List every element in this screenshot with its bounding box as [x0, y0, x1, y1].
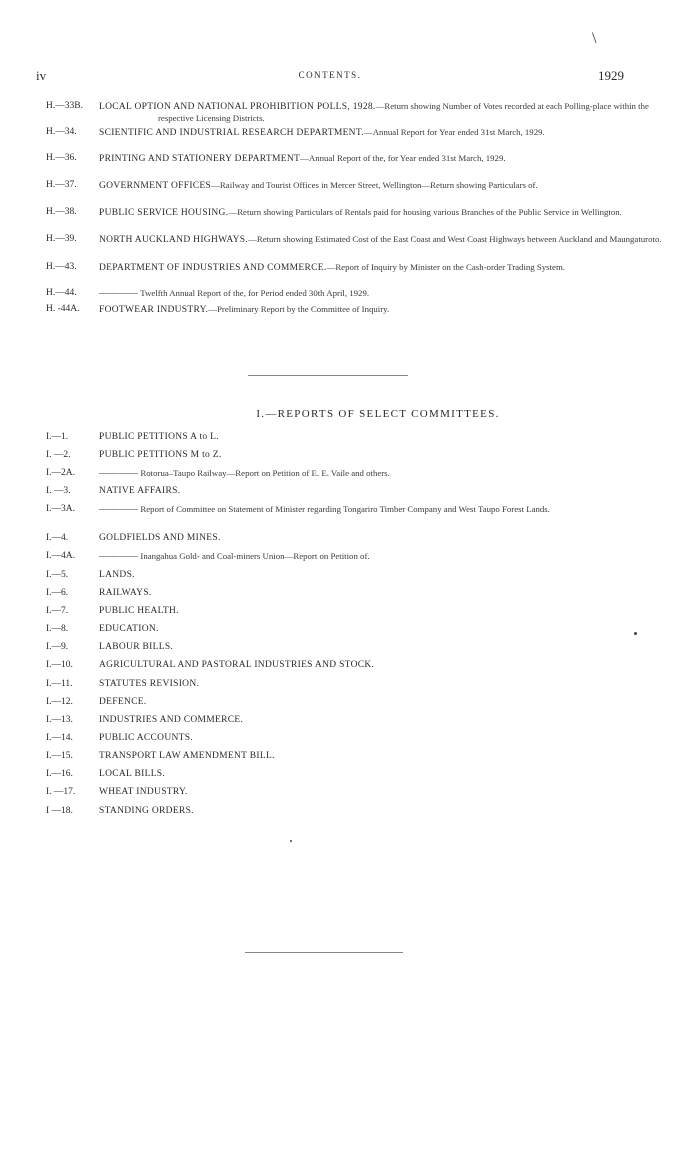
entry-title: LOCAL BILLS.	[99, 769, 166, 779]
entry-code: H.—38.	[46, 207, 77, 217]
entry-code: I.—11.	[46, 679, 73, 689]
entry-title: ————	[99, 505, 139, 515]
entry-code: I.—6.	[46, 588, 69, 598]
entry-title: GOLDFIELDS AND MINES.	[99, 533, 221, 543]
entry-code: I.—4A.	[46, 551, 76, 561]
entry-code: H.—34.	[46, 127, 77, 137]
entry-code: H.—43.	[46, 262, 77, 272]
entry-code: H.—39.	[46, 234, 77, 244]
entry-code: I.—1.	[46, 432, 69, 442]
entry-description: —Railway and Tourist Offices in Mercer Street, Wellington—Return showing Particulars of.	[211, 180, 538, 190]
entry-code: I.—16.	[46, 769, 73, 779]
entry-description: Report of Committee on Statement of Minister regarding Tongariro Timber Company and West Taupo Forest Lands.	[138, 504, 550, 514]
section-heading: I.—REPORTS OF SELECT COMMITTEES.	[256, 408, 500, 420]
entry-title: FOOTWEAR INDUSTRY.	[99, 305, 209, 315]
page-number: iv	[36, 68, 47, 83]
entry-title: PRINTING AND STATIONERY DEPARTMENT	[99, 154, 301, 164]
entry-description: —Return showing Particulars of Rentals paid for housing various Branches of the Public Service in Wellington.	[228, 207, 622, 217]
entry-description: —Annual Report for Year ended 31st March, 1929.	[363, 127, 545, 137]
entry-description: —Preliminary Report by the Committee of Inquiry.	[208, 304, 390, 314]
section-divider	[248, 375, 408, 376]
entry-title: PUBLIC PETITIONS M to Z.	[99, 450, 222, 460]
entry-code: I. —3.	[46, 486, 71, 496]
entry-title: SCIENTIFIC AND INDUSTRIAL RESEARCH DEPARTMENT.	[99, 128, 364, 138]
entry-title: WHEAT INDUSTRY.	[99, 787, 188, 797]
entry-description: Inangahua Gold- and Coal-miners Union—Report on Petition of.	[138, 551, 370, 561]
entry-description: Rotorua–Taupo Railway—Report on Petition of E. E. Vaile and others.	[138, 468, 390, 478]
entry-title: LANDS.	[99, 570, 135, 580]
entry-title: PUBLIC HEALTH.	[99, 606, 179, 616]
entry-code: H.—44.	[46, 288, 77, 298]
entry-description: —Report of Inquiry by Minister on the Cash-order Trading System.	[326, 262, 565, 272]
entry-title: ————	[99, 469, 139, 479]
entry-description: —Return showing Estimated Cost of the East Coast and West Coast Highways between Auckland and Maungaturoto.	[248, 234, 662, 244]
corner-mark: \	[592, 30, 597, 47]
entry-title: NORTH AUCKLAND HIGHWAYS.	[99, 235, 249, 245]
entry-title: PUBLIC ACCOUNTS.	[99, 733, 194, 743]
page-header	[36, 68, 624, 86]
entry-title: LOCAL OPTION AND NATIONAL PROHIBITION POLLS, 1928.	[99, 102, 376, 112]
entry-code: H.—37.	[46, 180, 77, 190]
entry-code: H.—36.	[46, 153, 77, 163]
entry-title: ————	[99, 289, 139, 299]
entry-title: AGRICULTURAL AND PASTORAL INDUSTRIES AND STOCK.	[99, 660, 375, 670]
entry-code: I. —17.	[46, 787, 76, 797]
entry-code: I.—8.	[46, 624, 69, 634]
entry-description: —Return showing Number of Votes recorded at each Polling-place within the respective Licensing Districts.	[158, 101, 649, 123]
entry-title: PUBLIC PETITIONS A to L.	[99, 432, 219, 442]
entry-description: Twelfth Annual Report of the, for Period ended 30th April, 1929.	[138, 288, 370, 298]
entry-title: STANDING ORDERS.	[99, 806, 194, 816]
entry-title: NATIVE AFFAIRS.	[99, 486, 181, 496]
entry-code: I. —2.	[46, 450, 71, 460]
entry-code: H. -44A.	[46, 304, 80, 314]
entry-code: I.—5.	[46, 570, 69, 580]
header-year: 1929	[598, 68, 624, 83]
end-divider	[245, 952, 403, 953]
entry-title: LABOUR BILLS.	[99, 642, 174, 652]
entry-code: I.—9.	[46, 642, 69, 652]
entry-code: I.—14.	[46, 733, 73, 743]
margin-speck	[634, 632, 637, 635]
margin-speck	[290, 840, 292, 842]
entry-description: —Annual Report of the, for Year ended 31st March, 1929.	[300, 153, 506, 163]
entry-title: DEPARTMENT OF INDUSTRIES AND COMMERCE.	[99, 263, 327, 273]
entry-code: I.—13.	[46, 715, 73, 725]
entry-code: I.—4.	[46, 533, 69, 543]
entry-code: I.—2A.	[46, 468, 76, 478]
entry-title: STATUTES REVISION.	[99, 679, 200, 689]
entry-code: I.—3A.	[46, 504, 76, 514]
entry-title: ————	[99, 552, 139, 562]
entry-code: H.—33B.	[46, 101, 83, 111]
entry-code: I —18.	[46, 806, 73, 816]
entry-title: RAILWAYS.	[99, 588, 152, 598]
entry-title: GOVERNMENT OFFICES	[99, 181, 212, 191]
entry-title: PUBLIC SERVICE HOUSING.	[99, 208, 229, 218]
running-title: CONTENTS.	[298, 70, 362, 80]
entry-code: I.—12.	[46, 697, 73, 707]
entry-title: TRANSPORT LAW AMENDMENT BILL.	[99, 751, 275, 761]
entry-title: INDUSTRIES AND COMMERCE.	[99, 715, 244, 725]
entry-title: DEFENCE.	[99, 697, 147, 707]
entry-code: I.—10.	[46, 660, 73, 670]
entry-title: EDUCATION.	[99, 624, 159, 634]
entry-code: I.—7.	[46, 606, 69, 616]
entry-code: I.—15.	[46, 751, 73, 761]
